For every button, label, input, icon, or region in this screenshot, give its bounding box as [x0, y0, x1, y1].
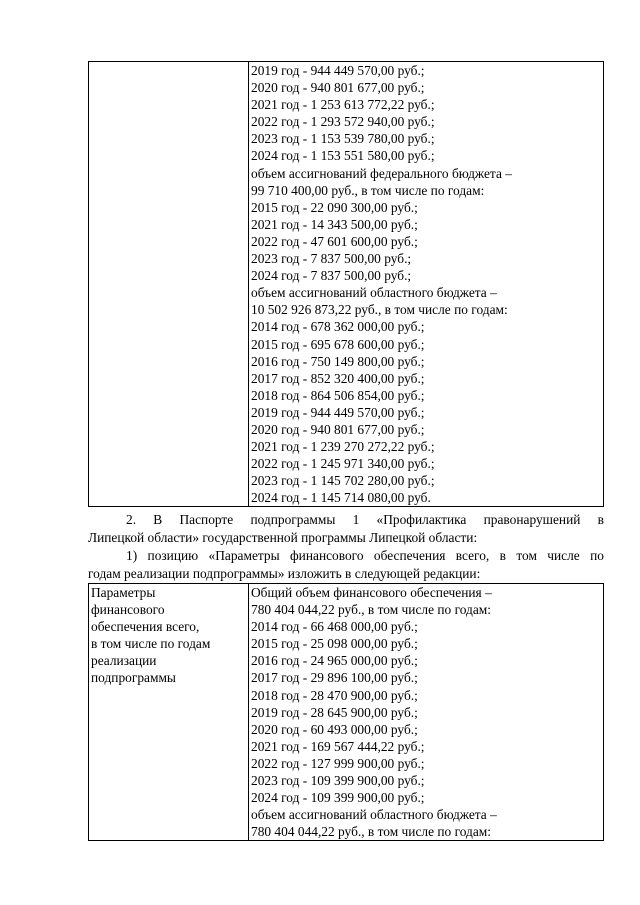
- financing-line: объем ассигнований федерального бюджета –: [251, 165, 512, 181]
- paragraph-line: 2. В Паспорте подпрограммы 1 «Профилактика правонарушений в: [126, 512, 604, 527]
- financing-line: 2014 год - 66 468 000,00 руб.;: [251, 619, 418, 635]
- parameter-label-line: обеспечения всего,: [91, 619, 200, 635]
- financing-line: 2022 год - 127 999 900,00 руб.;: [251, 755, 425, 771]
- financing-line: 2018 год - 28 470 900,00 руб.;: [251, 687, 418, 703]
- financing-line: 2019 год - 944 449 570,00 руб.;: [251, 404, 425, 420]
- financing-line: 2021 год - 1 253 613 772,22 руб.;: [251, 97, 435, 113]
- financing-line: 2020 год - 940 801 677,00 руб.;: [251, 421, 425, 437]
- parameter-label-line: реализации: [91, 653, 157, 669]
- financing-values-cell: [249, 62, 603, 506]
- parameter-label-line: в том числе по годам: [91, 636, 211, 652]
- financing-line: 2019 год - 28 645 900,00 руб.;: [251, 704, 418, 720]
- financing-values-cell: [249, 584, 603, 840]
- financing-line: 2017 год - 29 896 100,00 руб.;: [251, 670, 418, 686]
- financing-line: 2015 год - 22 090 300,00 руб.;: [251, 199, 418, 215]
- financing-line: 2015 год - 25 098 000,00 руб.;: [251, 636, 418, 652]
- financing-line: 2023 год - 7 837 500,00 руб.;: [251, 251, 412, 267]
- financing-line: объем ассигнований областного бюджета –: [251, 285, 497, 301]
- parameter-label-cell: [89, 584, 249, 840]
- subprogram-financing-table: [88, 583, 604, 841]
- financing-line: 2022 год - 1 293 572 940,00 руб.;: [251, 114, 435, 130]
- financing-line: 2023 год - 109 399 900,00 руб.;: [251, 773, 425, 789]
- financing-line: 780 404 044,22 руб., в том числе по годам:: [251, 824, 491, 840]
- financing-line: 2023 год - 1 145 702 280,00 руб.;: [251, 473, 435, 489]
- paragraph-subprogram-passport: [88, 511, 604, 546]
- financing-line: 2022 год - 47 601 600,00 руб.;: [251, 233, 418, 249]
- financing-line: 2021 год - 169 567 444,22 руб.;: [251, 738, 425, 754]
- paragraph-line: годам реализации подпрограммы» изложить в следующей редакции:: [88, 565, 481, 581]
- parameter-label-line: финансового: [91, 602, 165, 618]
- financing-line: 2018 год - 864 506 854,00 руб.;: [251, 387, 425, 403]
- financing-line: 2014 год - 678 362 000,00 руб.;: [251, 319, 425, 335]
- financing-line: 10 502 926 873,22 руб., в том числе по годам:: [251, 302, 508, 318]
- paragraph-line: 1) позицию «Параметры финансового обеспечения всего, в том числе по: [126, 548, 604, 563]
- financing-line: 2019 год - 944 449 570,00 руб.;: [251, 63, 425, 78]
- financing-table-continued: [88, 61, 604, 507]
- parameter-label-line: Параметры: [91, 585, 156, 600]
- financing-line: 780 404 044,22 руб., в том числе по годам:: [251, 602, 491, 618]
- financing-line: Общий объем финансового обеспечения –: [251, 585, 492, 600]
- financing-line: 2015 год - 695 678 600,00 руб.;: [251, 336, 425, 352]
- financing-line: 2024 год - 7 837 500,00 руб.;: [251, 268, 412, 284]
- parameter-label-line: подпрограммы: [91, 670, 176, 686]
- financing-line: 2022 год - 1 245 971 340,00 руб.;: [251, 456, 435, 472]
- financing-line: 2024 год - 1 145 714 080,00 руб.: [251, 490, 431, 506]
- financing-line: 99 710 400,00 руб., в том числе по годам:: [251, 182, 485, 198]
- financing-line: 2024 год - 1 153 551 580,00 руб.;: [251, 148, 435, 164]
- financing-line: 2021 год - 14 343 500,00 руб.;: [251, 216, 418, 232]
- paragraph-line: Липецкой области» государственной программы Липецкой области:: [88, 529, 478, 545]
- financing-line: 2024 год - 109 399 900,00 руб.;: [251, 790, 425, 806]
- financing-line: 2016 год - 24 965 000,00 руб.;: [251, 653, 418, 669]
- paragraph-position-change: [88, 547, 604, 582]
- financing-line: объем ассигнований областного бюджета –: [251, 807, 497, 823]
- financing-line: 2020 год - 60 493 000,00 руб.;: [251, 721, 418, 737]
- financing-line: 2021 год - 1 239 270 272,22 руб.;: [251, 439, 435, 455]
- parameter-label-cell: [89, 62, 249, 506]
- financing-line: 2017 год - 852 320 400,00 руб.;: [251, 370, 425, 386]
- financing-line: 2020 год - 940 801 677,00 руб.;: [251, 80, 425, 96]
- financing-line: 2016 год - 750 149 800,00 руб.;: [251, 353, 425, 369]
- financing-line: 2023 год - 1 153 539 780,00 руб.;: [251, 131, 435, 147]
